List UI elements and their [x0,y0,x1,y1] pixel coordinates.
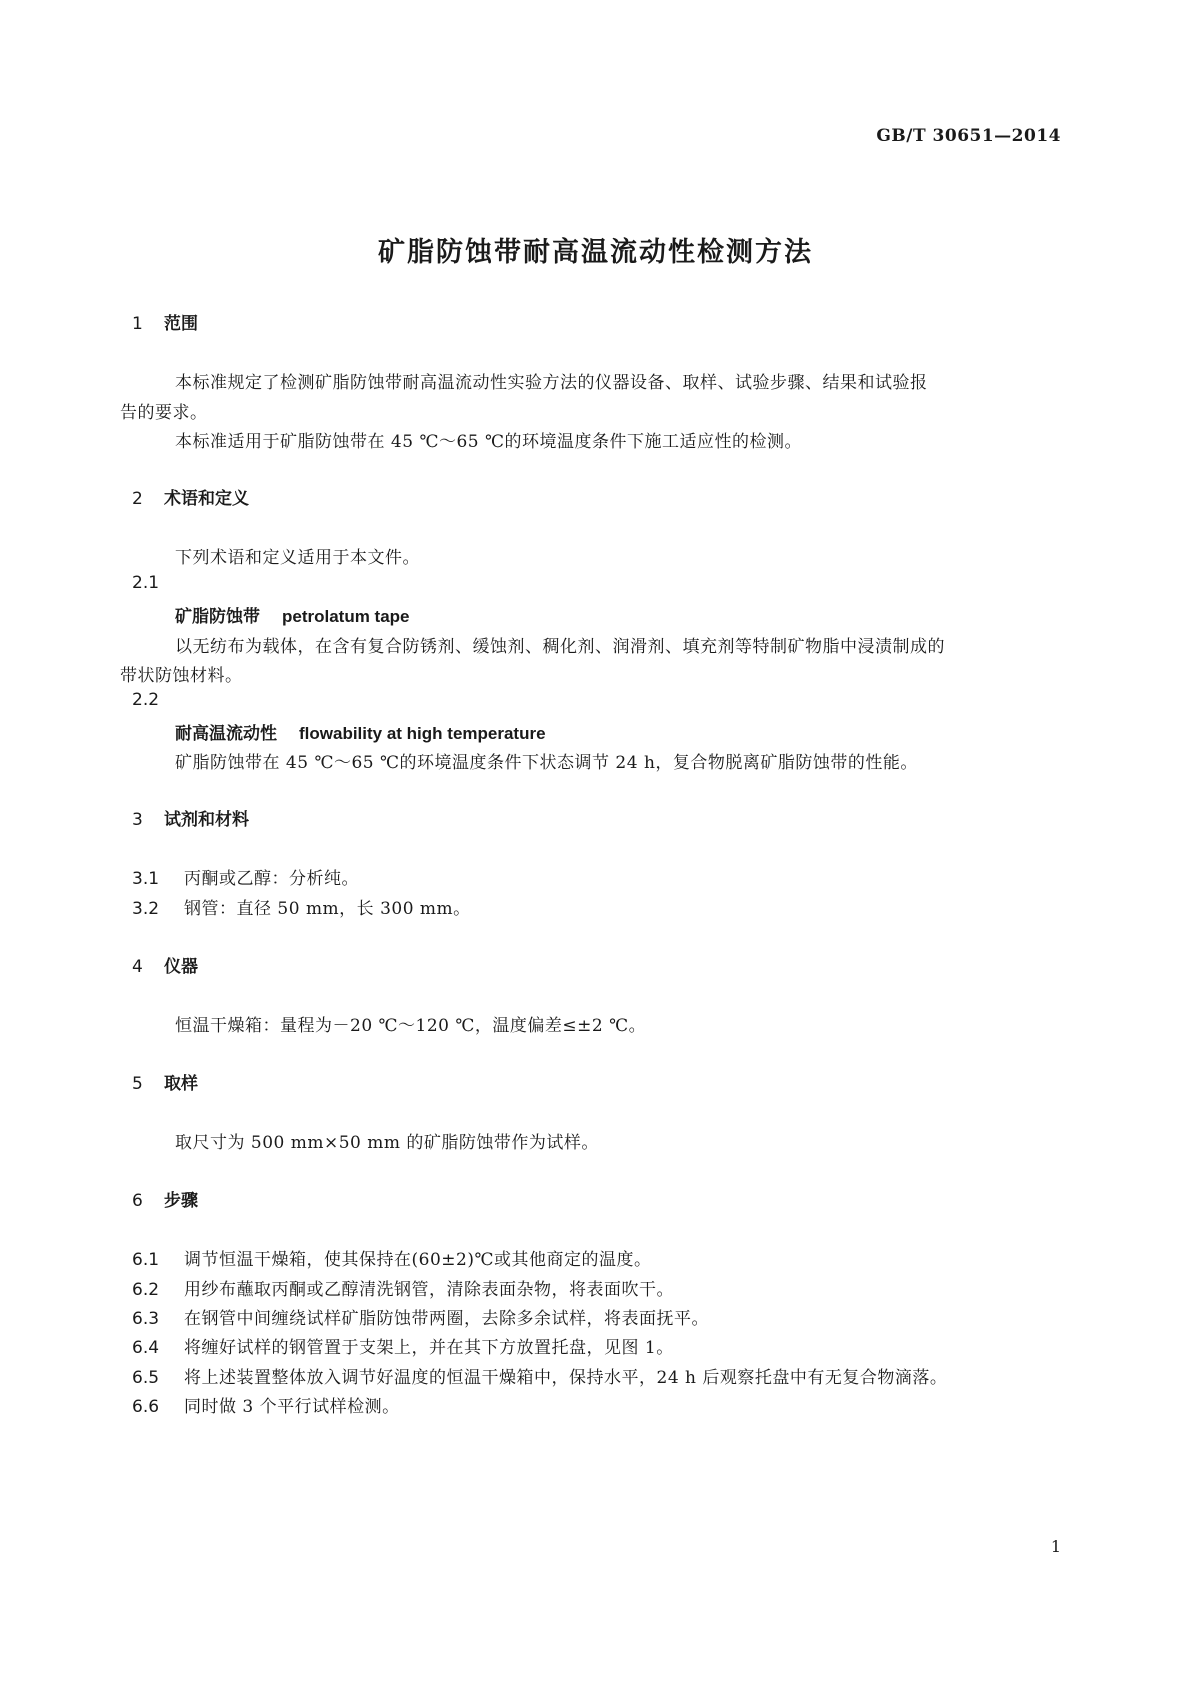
paragraph: 取尺寸为 500 mm×50 mm 的矿脂防蚀带作为试样。 [175,1133,599,1153]
term-english: petrolatum tape [282,607,410,626]
list-item [132,1363,947,1388]
list-item [132,1304,709,1329]
section-title: 试剂和材料 [164,810,249,830]
section-heading-terms [132,484,249,509]
section-title: 仪器 [164,957,198,977]
item-number: 6.6 [132,1397,160,1417]
list-item [132,864,359,889]
definition-line: 带状防蚀材料。 [120,666,243,686]
paragraph-line: 告的要求。 [120,403,208,423]
section-heading-procedure [132,1186,198,1211]
definition: 矿脂防蚀带在 45 ℃～65 ℃的环境温度条件下状态调节 24 h，复合物脱离矿脂防蚀带的性能。 [175,753,918,773]
section-heading-sampling [132,1069,198,1094]
term-chinese: 矿脂防蚀带 [175,607,260,627]
paragraph: 下列术语和定义适用于本文件。 [175,548,420,568]
item-number: 6.1 [132,1250,160,1270]
page-number: 1 [1050,1537,1061,1556]
item-text: 在钢管中间缠绕试样矿脂防蚀带两圈，去除多余试样，将表面抚平。 [184,1309,709,1329]
section-heading-reagents [132,805,249,830]
item-text: 丙酮或乙醇：分析纯。 [184,869,359,889]
section-title: 范围 [164,314,198,334]
section-heading-apparatus [132,952,198,977]
item-text: 钢管：直径 50 mm，长 300 mm。 [184,899,471,919]
paragraph-line: 本标准规定了检测矿脂防蚀带耐高温流动性实验方法的仪器设备、取样、试验步骤、结果和试验报 [175,373,928,393]
item-number: 3.1 [132,869,160,889]
section-number: 5 [132,1074,143,1094]
item-number: 3.2 [132,899,160,919]
term-entry [175,602,410,627]
item-text: 将缠好试样的钢管置于支架上，并在其下方放置托盘，见图 1。 [184,1338,674,1358]
list-item [132,894,471,919]
paragraph: 本标准适用于矿脂防蚀带在 45 ℃～65 ℃的环境温度条件下施工适应性的检测。 [175,432,803,452]
term-entry [175,719,546,744]
term-english: flowability at high temperature [299,724,546,743]
section-heading-scope [132,309,198,334]
section-number: 3 [132,810,143,830]
section-number: 4 [132,957,143,977]
term-chinese: 耐高温流动性 [175,724,277,744]
item-number: 6.5 [132,1368,160,1388]
section-number: 6 [132,1191,143,1211]
item-number: 6.2 [132,1280,160,1300]
list-item [132,1333,674,1358]
clause-number: 2.1 [132,573,160,593]
section-number: 2 [132,489,143,509]
section-number: 1 [132,314,143,334]
list-item [132,1245,651,1270]
item-text: 调节恒温干燥箱，使其保持在(60±2)℃或其他商定的温度。 [184,1250,652,1270]
item-text: 同时做 3 个平行试样检测。 [184,1397,400,1417]
section-title: 步骤 [164,1191,198,1211]
item-text: 用纱布蘸取丙酮或乙醇清洗钢管，清除表面杂物，将表面吹干。 [184,1280,674,1300]
standard-number: GB/T 30651—2014 [876,126,1061,146]
item-number: 6.4 [132,1338,160,1358]
list-item [132,1275,674,1300]
document-title: 矿脂防蚀带耐高温流动性检测方法 [378,237,813,268]
list-item [132,1392,400,1417]
paragraph: 恒温干燥箱：量程为－20 ℃～120 ℃，温度偏差≤±2 ℃。 [175,1016,647,1036]
section-title: 取样 [164,1074,198,1094]
definition-line: 以无纺布为载体，在含有复合防锈剂、缓蚀剂、稠化剂、润滑剂、填充剂等特制矿物脂中浸渍制成的 [175,637,945,657]
section-title: 术语和定义 [164,489,249,509]
clause-number: 2.2 [132,690,160,710]
item-number: 6.3 [132,1309,160,1329]
item-text: 将上述装置整体放入调节好温度的恒温干燥箱中，保持水平，24 h 后观察托盘中有无复合物滴落。 [184,1368,948,1388]
